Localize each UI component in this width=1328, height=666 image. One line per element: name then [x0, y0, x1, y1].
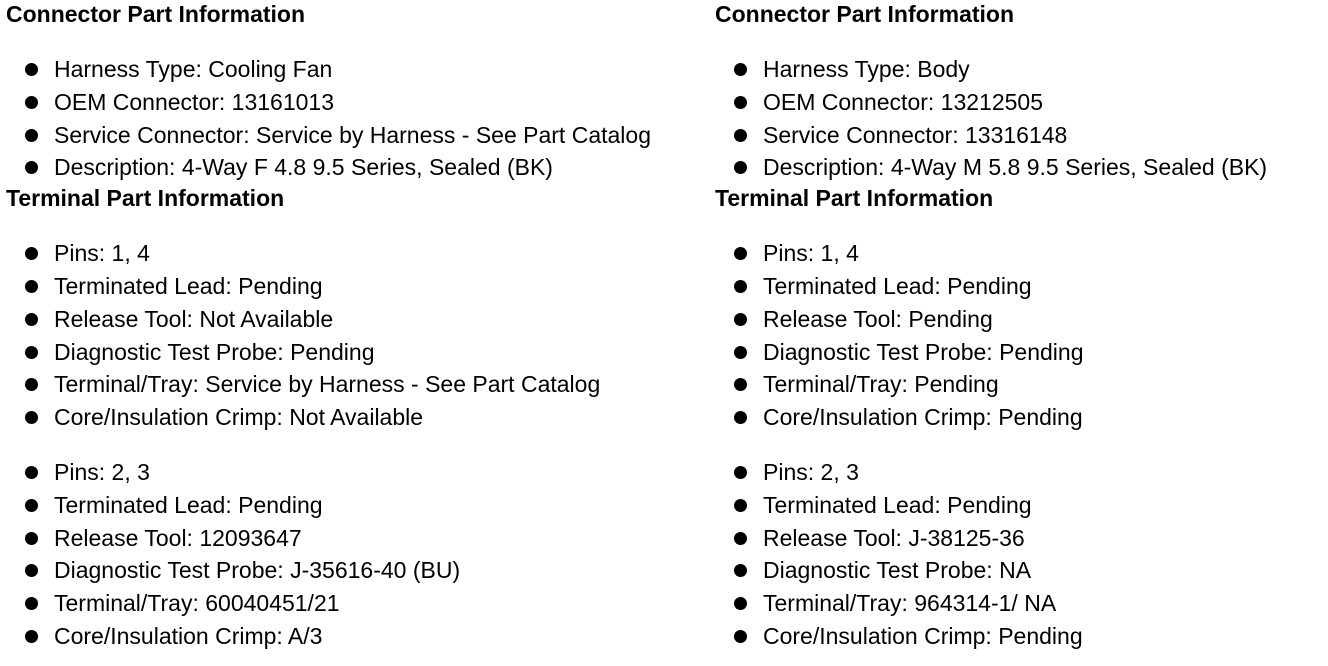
bullet-icon [734, 499, 747, 512]
list-item: Release Tool: Not Available [6, 303, 651, 336]
list-item: Harness Type: Cooling Fan [6, 53, 651, 86]
list-item: Terminated Lead: Pending [715, 489, 1267, 522]
list-item: Terminal/Tray: 964314-1/ NA [715, 587, 1267, 620]
bullet-icon [734, 378, 747, 391]
terminal-group-list [6, 456, 651, 653]
bullet-icon [734, 411, 747, 424]
list-item: Diagnostic Test Probe: NA [715, 554, 1267, 587]
list-item: Terminal/Tray: Service by Harness - See Part Catalog [6, 368, 651, 401]
list-item: Terminated Lead: Pending [715, 270, 1267, 303]
list-item: Terminated Lead: Pending [6, 270, 651, 303]
bullet-icon [734, 630, 747, 643]
terminal-group-list [715, 237, 1267, 434]
connector-part-info-heading: Connector Part Information [715, 1, 1015, 27]
list-item: Core/Insulation Crimp: Pending [715, 620, 1267, 653]
connector-info-list [715, 53, 1267, 184]
list-item: OEM Connector: 13161013 [6, 86, 651, 119]
list-item: Pins: 1, 4 [6, 237, 651, 270]
list-item: Description: 4-Way F 4.8 9.5 Series, Sealed (BK) [6, 151, 651, 184]
bullet-icon [25, 411, 38, 424]
bullet-icon [25, 129, 38, 142]
list-item: Description: 4-Way M 5.8 9.5 Series, Sealed (BK) [715, 151, 1267, 184]
bullet-icon [734, 564, 747, 577]
list-item: Release Tool: Pending [715, 303, 1267, 336]
bullet-icon [25, 63, 38, 76]
bullet-icon [25, 96, 38, 109]
list-item: Terminated Lead: Pending [6, 489, 651, 522]
bullet-icon [734, 129, 747, 142]
bullet-icon [25, 564, 38, 577]
list-item: Release Tool: J-38125-36 [715, 522, 1267, 555]
right-connector-column [715, 0, 1267, 653]
list-item: Pins: 2, 3 [715, 456, 1267, 489]
bullet-icon [25, 313, 38, 326]
bullet-icon [734, 532, 747, 545]
list-item: Service Connector: 13316148 [715, 119, 1267, 152]
list-item: Release Tool: 12093647 [6, 522, 651, 555]
list-item: Service Connector: Service by Harness - See Part Catalog [6, 119, 651, 152]
bullet-icon [25, 247, 38, 260]
bullet-icon [734, 63, 747, 76]
list-item: Harness Type: Body [715, 53, 1267, 86]
left-connector-column [6, 0, 651, 653]
bullet-icon [25, 499, 38, 512]
bullet-icon [734, 247, 747, 260]
list-item: Core/Insulation Crimp: Not Available [6, 401, 651, 434]
bullet-icon [25, 630, 38, 643]
list-item: OEM Connector: 13212505 [715, 86, 1267, 119]
bullet-icon [734, 466, 747, 479]
bullet-icon [25, 532, 38, 545]
connector-info-list [6, 53, 651, 184]
list-item: Diagnostic Test Probe: J-35616-40 (BU) [6, 554, 651, 587]
bullet-icon [25, 280, 38, 293]
bullet-icon [25, 346, 38, 359]
list-item: Pins: 1, 4 [715, 237, 1267, 270]
list-item: Core/Insulation Crimp: Pending [715, 401, 1267, 434]
bullet-icon [25, 161, 38, 174]
bullet-icon [734, 280, 747, 293]
terminal-group-list [6, 237, 651, 434]
terminal-part-info-heading: Terminal Part Information [6, 185, 285, 212]
bullet-icon [25, 378, 38, 391]
list-item: Terminal/Tray: 60040451/21 [6, 587, 651, 620]
bullet-icon [734, 313, 747, 326]
list-item: Core/Insulation Crimp: A/3 [6, 620, 651, 653]
list-item: Diagnostic Test Probe: Pending [715, 336, 1267, 369]
bullet-icon [734, 597, 747, 610]
bullet-icon [734, 96, 747, 109]
bullet-icon [25, 597, 38, 610]
connector-part-info-heading: Connector Part Information [6, 1, 306, 27]
bullet-icon [25, 466, 38, 479]
list-item: Diagnostic Test Probe: Pending [6, 336, 651, 369]
list-item: Terminal/Tray: Pending [715, 368, 1267, 401]
terminal-group-list [715, 456, 1267, 653]
terminal-part-info-heading: Terminal Part Information [715, 185, 994, 212]
bullet-icon [734, 346, 747, 359]
bullet-icon [734, 161, 747, 174]
list-item: Pins: 2, 3 [6, 456, 651, 489]
